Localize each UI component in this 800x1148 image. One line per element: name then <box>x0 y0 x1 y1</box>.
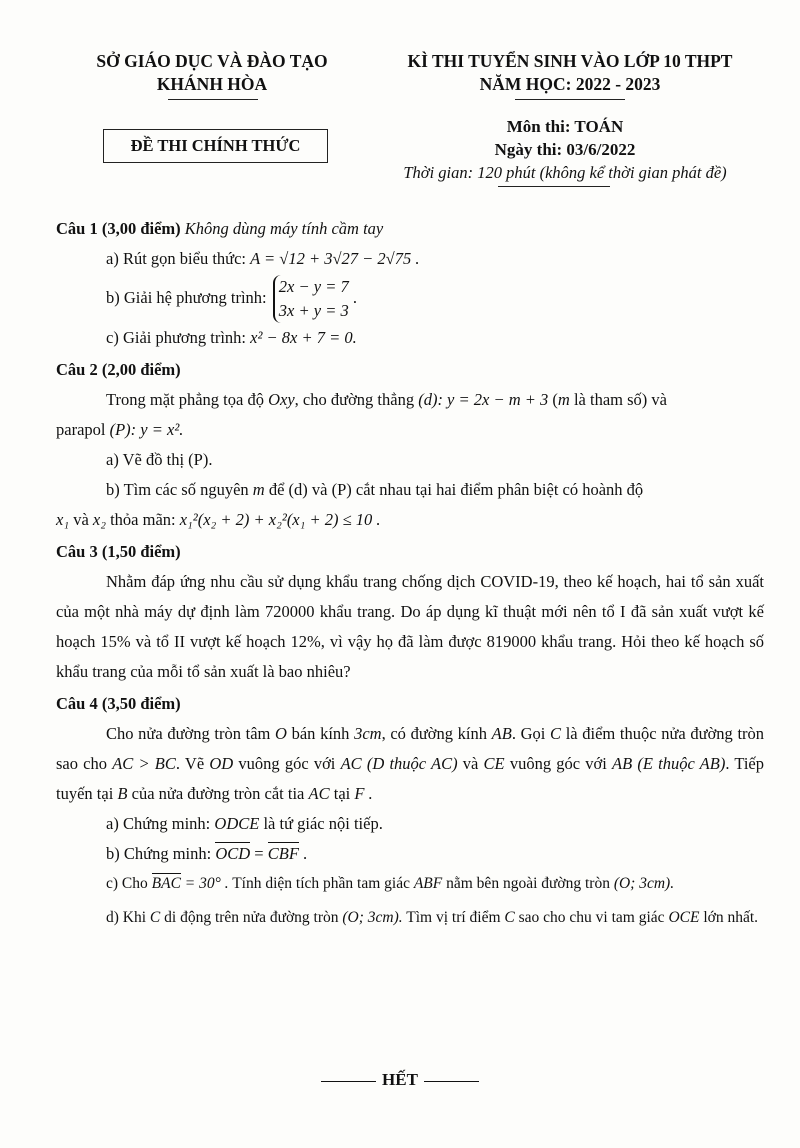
q1-heading <box>56 214 764 244</box>
q4-b-angle-ocd: OCD <box>215 844 251 864</box>
q1-b <box>56 274 764 323</box>
q2-parabola-def: (P): y = x². <box>109 420 184 440</box>
q4-d-C: C <box>149 909 161 927</box>
q4-d-tail: lớn nhất. <box>703 909 759 927</box>
q2-b-satisfy: thỏa mãn: <box>110 510 176 530</box>
exam-content <box>56 212 764 933</box>
q1-note: Không dùng máy tính cầm tay <box>184 219 384 238</box>
q4-t1: Cho nửa đường tròn tâm <box>106 724 271 744</box>
q4-O: O <box>275 724 287 744</box>
q2-b <box>56 475 764 505</box>
q4-d-label: d) Khi <box>106 909 147 927</box>
q2-b-text1: b) Tìm các số nguyên <box>106 480 249 500</box>
q2-title: Câu 2 (2,00 điểm) <box>56 360 181 380</box>
q4-t9: vuông góc với <box>509 754 607 774</box>
q4-a-label: a) Chứng minh: <box>106 814 211 834</box>
footer-dash-left <box>321 1081 376 1082</box>
footer-dash-right <box>424 1081 479 1082</box>
q4-ac-bc: AC > BC <box>112 754 176 774</box>
q4-c-circle: (O; 3cm). <box>613 875 675 893</box>
meta-underline <box>498 186 610 187</box>
q1-b-eq1: 2x − y = 7 <box>278 277 349 297</box>
exam-duration: Thời gian: 120 phút (không kể thời gian phát đề) <box>403 163 727 182</box>
q4-d <box>56 903 764 933</box>
q4-t11: của nửa đường tròn cắt tia <box>131 784 305 804</box>
q2-a: a) Vẽ đồ thị (P). <box>106 450 213 470</box>
q4-c-text: Tính diện tích phần tam giác <box>232 875 410 893</box>
q4-t3: , có đường kính <box>381 724 487 744</box>
issuer-line1: SỞ GIÁO DỤC VÀ ĐÀO TẠO <box>96 51 328 71</box>
q2-parabola-text: parapol <box>56 420 106 440</box>
exam-header <box>370 50 770 96</box>
q1-a-label: a) Rút gọn biểu thức: <box>106 249 247 268</box>
official-exam-box: ĐỀ THI CHÍNH THỨC <box>103 129 328 163</box>
q2-intro-text1: Trong mặt phẳng tọa độ <box>106 390 264 410</box>
q2-line-def: (d): y = 2x − m + 3 <box>418 390 549 410</box>
q1-b-end: . <box>352 288 357 307</box>
q4-c-text2: nằm bên ngoài đường tròn <box>446 875 610 893</box>
q1-b-system <box>273 275 349 323</box>
issuer-header <box>62 50 362 96</box>
q4-b-label: b) Chứng minh: <box>106 844 212 864</box>
exam-subject: Môn thi: TOÁN <box>506 117 624 136</box>
q4-d-oce: OCE <box>668 909 700 927</box>
q1-b-eq2: 3x + y = 3 <box>278 301 349 321</box>
q2-intro-text2: , cho đường thẳng <box>294 390 415 410</box>
q4-intro <box>56 719 764 809</box>
exam-title: KÌ THI TUYỂN SINH VÀO LỚP 10 THPT <box>407 51 733 71</box>
q3-title: Câu 3 (1,50 điểm) <box>56 542 181 562</box>
issuer-line2: KHÁNH HÒA <box>156 74 268 94</box>
q4-t7: vuông góc với <box>238 754 336 774</box>
q2-b-cont <box>56 505 764 535</box>
q2-b-and: và <box>73 510 89 530</box>
q2-param-m: m <box>557 390 570 410</box>
q4-title: Câu 4 (3,50 điểm) <box>56 694 181 714</box>
q1-b-label: b) Giải hệ phương trình: <box>106 288 267 307</box>
q4-AC: AC <box>308 784 330 804</box>
q2-b-x2: x₂ <box>92 510 106 530</box>
q2-b-x1: x₁ <box>56 510 70 530</box>
end-marker <box>0 1070 800 1090</box>
q4-AB: AB <box>491 724 512 744</box>
q4-t5: là điểm thuộc nửa đường tròn sao cho <box>56 724 765 774</box>
q4-a-tail: là tứ giác nội tiếp. <box>263 814 383 834</box>
q4-AC-D: AC (D thuộc AC) <box>340 754 458 774</box>
footer-text: HẾT <box>382 1070 418 1089</box>
q4-c-angle-bac: BAC <box>151 875 181 893</box>
q2-b-m: m <box>252 480 265 500</box>
q4-d-text3: sao cho chu vi tam giác <box>518 909 665 927</box>
q3-text: Nhằm đáp ứng nhu cầu sử dụng khẩu trang chống dịch COVID-19, theo kế hoạch, hai tổ sản xuất của một nhà máy dự định làm 720000 khẩu trang. Do áp dụng kĩ thuật mới nên tổ I đã sản xuất vượt kế hoạch 15% và tổ II vượt kế hoạch 12%, vì vậy họ đã làm được 819000 khẩu trang. Hỏi theo kế hoạch số khẩu trang của mỗi tổ sản xuất là bao nhiêu? <box>56 572 764 682</box>
q4-t4: . Gọi <box>511 724 546 744</box>
q4-b-end: . <box>298 844 308 864</box>
q4-b-eq: = <box>250 844 268 864</box>
q1-c-expr: x² − 8x + 7 = 0. <box>250 328 357 348</box>
q4-d-C2: C <box>504 909 515 927</box>
q1-c-label: c) Giải phương trình: <box>106 328 247 348</box>
q2-b-text2: để (d) và (P) cắt nhau tại hai điểm phân biệt có hoành độ <box>268 480 644 500</box>
exam-underline <box>515 99 625 100</box>
q4-a-expr: ODCE <box>214 814 260 834</box>
q1-title: Câu 1 (3,00 điểm) <box>56 219 181 238</box>
q2-param-text: là tham số) và <box>573 390 667 410</box>
q4-C: C <box>550 724 562 744</box>
q4-a <box>56 809 764 839</box>
q4-c-val: = 30° . <box>180 875 229 893</box>
q4-OD: OD <box>209 754 234 774</box>
q4-t8: và <box>462 754 479 774</box>
exam-meta <box>365 115 765 184</box>
q4-F: F . <box>354 784 373 804</box>
exam-year: NĂM HỌC: 2022 - 2023 <box>479 74 661 94</box>
q2-b-expr: x₁²(x₂ + 2) + x₂²(x₁ + 2) ≤ 10 . <box>179 510 381 530</box>
q1-a-expr: A = √12 + 3√27 − 2√75 . <box>250 249 420 268</box>
q2-oxy: Oxy <box>268 390 295 410</box>
q4-CE: CE <box>483 754 505 774</box>
q4-b <box>56 839 764 869</box>
q4-c <box>56 869 764 899</box>
q4-c-label: c) Cho <box>106 875 148 893</box>
q4-c-abf: ABF <box>413 875 443 893</box>
q2-intro: Trong mặt phẳng tọa độ Oxy, cho đường thẳng (d): y = 2x − m + 3 (m là tham số) và <box>106 390 667 410</box>
q4-b-angle-cbf: CBF <box>267 844 299 864</box>
q4-t10: . Tiếp tuyến tại <box>56 754 764 804</box>
q4-B: B <box>117 784 128 804</box>
issuer-underline <box>168 99 258 100</box>
q1-a <box>56 244 764 274</box>
q4-d-text2: Tìm vị trí điểm <box>406 909 501 927</box>
q2-parabola <box>56 415 764 445</box>
q4-d-circle: (O; 3cm). <box>342 909 403 927</box>
q4-t6: . Vẽ <box>175 754 205 774</box>
exam-date: Ngày thi: 03/6/2022 <box>494 140 636 159</box>
q4-d-text: di động trên nửa đường tròn <box>164 909 339 927</box>
q4-t2: bán kính <box>291 724 350 744</box>
q1-c <box>56 323 764 353</box>
q4-t12: tại <box>333 784 351 804</box>
q4-AB-E: AB (E thuộc AB) <box>612 754 726 774</box>
q4-radius: 3cm <box>354 724 382 744</box>
